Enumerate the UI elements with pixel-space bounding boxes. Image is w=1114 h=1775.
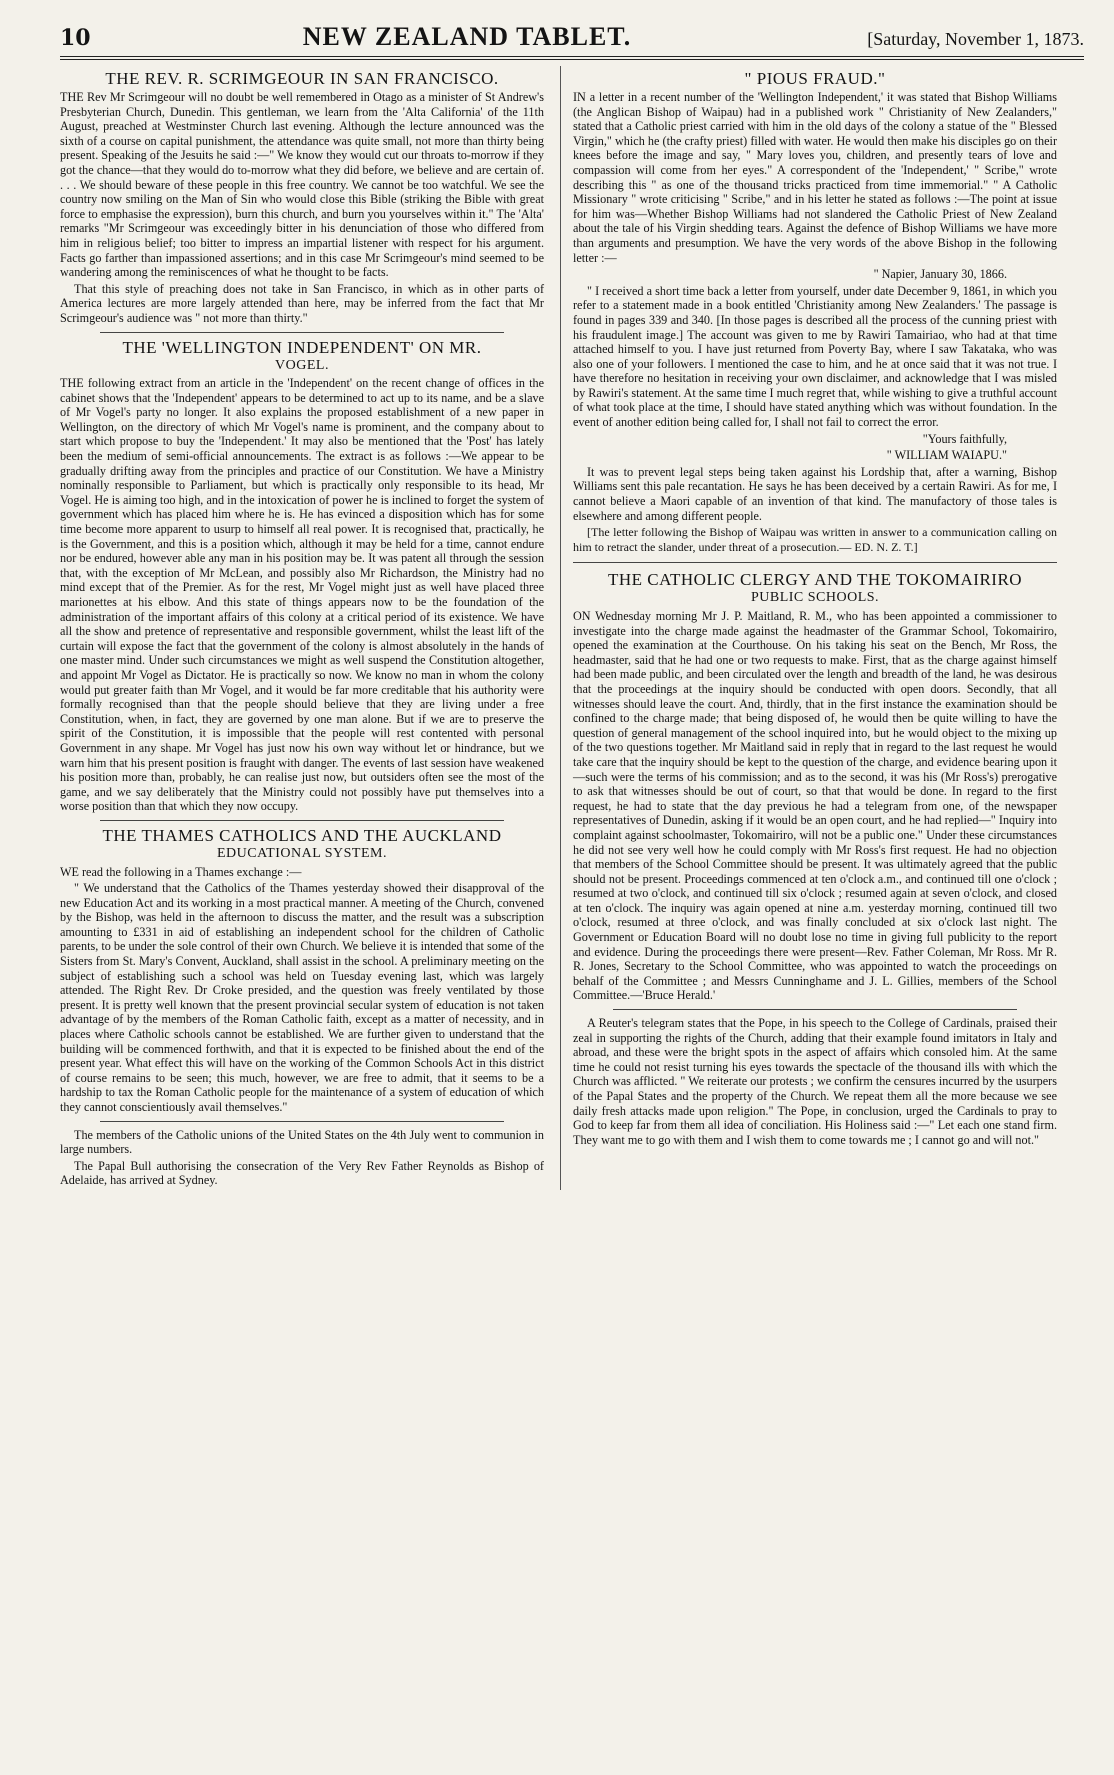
- article-paragraph: ON Wednesday morning Mr J. P. Maitland, R. M., who has been appointed a commissioner to investigate into the charge made against the headmaster of the Grammar School, Tokomairiro, opened the examination at the Courthouse. On his taking his seat on the Bench, Mr Ross, the headmaster, said that he had one or two requests to make. First, that as the charge against himself had been made public, and been circulated over the length and breadth of the land, he was desirous that the proceedings at the inquiry should be conducted with open doors. Secondly, that all witnesses should leave the court. And, thirdly, that in the first instance the examination should be confined to the charge made; that being disposed of, he would then be quite willing to have the question of general management of the school inquired into, but he would object to the mixing up of the two questions together. Mr Maitland said in reply that in regard to the last request he would take care that the inquiry should be kept to the question of the charge, and evidence bearing upon it—such were the terms of his commission; and as to the second, it was his (Mr Ross's) prerogative to ask that witnesses should be out of court, so that that would be done. In regard to the first request, he had to state that the day previous he had a telegram from one, of the newspaper representatives of Dunedin, asking if it would be an open court, and he had replied—" Inquiry into complaint against schoolmaster, Tokomairiro, will not be a public one." Under these circumstances he did not see very well how he could comply with Mr Ross's first request. He had no objection that members of the School Committee should be present. It was ultimately agreed that the public should not be present. Proceedings commenced at ten o'clock a.m., and continued till one o'clock ; resumed at two o'clock, and continued till six o'clock ; resumed again at seven o'clock, and closed at ten o'clock. The inquiry was again opened at nine a.m. yesterday morning, continued till two o'clock, resumed at three o'clock, and was finally concluded at six o'clock last night. The Government or Education Board will no doubt lose no time in giving full publicity to the report and evidence. During the proceedings there were present—Rev. Father Coleman, Mr Ross. Mr R. R. Jones, Secretary to the School Committee, who was appointed to watch the proceedings on behalf of the Committee ; and Messrs Cunninghame and J. L. Gillies, members of the School Committee.—'Bruce Herald.': [573, 609, 1057, 1003]
- article-title-scrimgeour: THE REV. R. SCRIMGEOUR IN SAN FRANCISCO.: [105, 69, 499, 88]
- letter-dateline: " Napier, January 30, 1866.: [873, 267, 1007, 282]
- article-subtitle: VOGEL.: [275, 357, 329, 373]
- article-paragraph: IN a letter in a recent number of the 'Wellington Independent,' it was stated that Bishop Williams (the Anglican Bishop of Waipau) had in a published work " Christianity of New Zealanders," stated that a Catholic priest carried with him in the old days of the colony a statue of the " Blessed Virgin," which he (the crafty priest) filled with water. He would then make his disciples go on their knees before the image and say, " Mary loves you, children, and presently tears of love and compassion will come from her eyes." A correspondent of the 'Independent,' " Scribe," wrote describing this " as one of the thousand tricks practiced from time immemorial." " A Catholic Missionary " wrote criticising " Scribe," and in his letter he stated as follows :—The point at issue for him was—Whether Bishop Williams had not slandered the Catholic Priest of New Zealand about the tale of his Virgin shedding tears. Against the defence of Bishop Williams we have more than arguments and presumption. We have the very words of the above Bishop in the following letter :—: [573, 90, 1057, 265]
- article-paragraph: It was to prevent legal steps being taken against his Lordship that, after a warning, Bishop Williams sent this pale recantation. He says he has been deceived by a certain Rawiri. As for me, I cannot believe a Maori capable of an invention of that kind. The manufactory of those tales is elsewhere and among different people.: [573, 464, 1057, 523]
- article-paragraph: WE read the following in a Thames exchange :—: [60, 864, 302, 879]
- divider: [100, 332, 504, 333]
- brief-item: The Papal Bull authorising the consecration of the Very Rev Father Reynolds as Bishop of Adelaide, has arrived at Sydney.: [60, 1158, 544, 1188]
- article-paragraph: A Reuter's telegram states that the Pope, in his speech to the College of Cardinals, praised their zeal in supporting the rights of the Church, adding that their example found imitators in Italy and abroad, and these were the bright spots in the aspect of affairs which consoled him. At the same time he could not resist turning his eyes towards the spectacle of the thousand ills with which the Church was afflicted. " We reiterate our protests ; we confirm the censures incurred by the usurpers of the Papal States and the property of the Church. We repeat them all the more because we see daily fresh attacks made upon religion." The Pope, in conclusion, urged the Cardinals to pray to God to keep far from them all idea of conciliation. His Holiness said :—" Let each one stand firm. They want me to go with them and I wish them to come towards me ; I cannot go and will not.": [573, 1016, 1057, 1147]
- article-subtitle: PUBLIC SCHOOLS.: [750, 590, 880, 606]
- article-title-pious-fraud: " PIOUS FRAUD.": [744, 69, 886, 88]
- left-column: [60, 66, 544, 1190]
- article-paragraph: THE Rev Mr Scrimgeour will no doubt be well remembered in Otago as a minister of St Andrew's Presbyterian Church, Dunedin. This gentleman, we learn from the 'Alta California' of the 11th August, preached at Westminster Church last evening. Although the lecture announced was the sixth of a course on capital punishment, the attendance was quite small, not more than thirty being present. Speaking of the Jesuits he said :—" We know they would cut our throats to-morrow if they got the chance—that they would do to-morrow what they did before, we believe and are certain of. . . . We should beware of these people in this free country. We cannot be too watchful. We see the country now smiling on the Man of Sin who would close this Bible (striking the Bible with great force to emphasise the expression), burn this church, and burn you yourselves within it." The 'Alta' remarks "Mr Scrimgeour was exceedingly bitter in his denunciation of those who differed from him in religious belief; too bitter to impress an impartial listener with respect for his argument. Facts go farther than impassioned assertions; and in this case Mr Scrimgeour's mind seemed to be wandering among the reminiscences of what he thought to be facts.: [60, 90, 544, 280]
- letter-signature: " WILLIAM WAIAPU.": [886, 448, 1007, 463]
- page-number: 10: [60, 25, 91, 51]
- paper-title: NEW ZEALAND TABLET.: [302, 22, 632, 51]
- article-title-wellington: THE 'WELLINGTON INDEPENDENT' ON MR.: [122, 337, 482, 357]
- divider: [100, 1121, 504, 1122]
- masthead-rule: [60, 59, 1084, 60]
- article-title-tokomairiro: THE CATHOLIC CLERGY AND THE TOKOMAIRIRO: [607, 570, 1023, 590]
- masthead: [60, 22, 1084, 57]
- brief-item: The members of the Catholic unions of the United States on the 4th July went to communion in large numbers.: [60, 1127, 544, 1157]
- article-paragraph: " I received a short time back a letter from yourself, under date December 9, 1861, in which you refer to a statement made in a book entitled 'Christianity among New Zealanders.' The passage is found in pages 339 and 340. [In those pages is described all the process of the cunning priest with his fraudulent image.] The account was given to me by Rawiri Tamairiao, who had at that time attached himself to you. I have just returned from Poverty Bay, where I saw Takataka, who was also one of your followers. I mentioned the case to him, and he at once said that it was not true. I have therefore no hesitation in receiving your own disclaimer, and acknowledge that I was misled by Rawiri's statement. At the same time I much regret that, while wishing to give a truthful account of what took place at the time, I should have stated anything which was without foundation. In the event of another edition being called for, I shall not fail to correct the error.: [573, 283, 1057, 430]
- article-subtitle: EDUCATIONAL SYSTEM.: [217, 845, 387, 861]
- article-paragraph: That this style of preaching does not take in San Francisco, in which as in other parts of America lectures are more largely attended than here, may be inferred from the fact that Mr Scrimgeour's audience was " not more than thirty.": [60, 281, 544, 325]
- editor-note: [The letter following the Bishop of Waipau was written in answer to a communication calling on him to retract the slander, under threat of a prosecution.— ED. N. Z. T.]: [573, 525, 1057, 554]
- right-column: [560, 66, 1057, 1190]
- article-paragraph: THE following extract from an article in the 'Independent' on the recent change of offices in the cabinet shows that the 'Independent' appears to be determined to act up to its name, and be a slave of Mr Vogel's party no longer. It also explains the proposed establishment of a new paper in Wellington, on the directory of which Mr Vogel's name is prominent, and the company about to start which propose to buy the 'Independent.' It may also be mentioned that the 'Post' has lately been the medium of semi-official announcements. The extract is as follows :—We appear to be gradually drifting away from the principles and practice of our Constitution. We have a Ministry nominally responsible to Parliament, but which is practically only responsible to its head, Mr Vogel. He is aiming too high, and in the intoxication of power he is inclined to forget the system of government which has placed him where he is. He has evinced a disposition which has for some time become more apparent to usurp to himself all real power. It is recognised that, practically, he is the Government, and this is a position which, although it may be held for a time, cannot endure nor be endured, however able any man in his position may be. It was patent all through the session that, with the exception of Mr McLean, and possibly also Mr Richardson, the Ministry had no mind except that of the Premier. As for the rest, Mr Vogel might just as well have placed three marionettes at his elbow. And this state of things appears now to be the foundation of the administration of the important affairs of this colony at a critical period of its existence. We have all the show and pretence of representative and responsible government, whilst the least lift of the curtain will expose the fact that the government of the colony is almost absolutely in the hands of one master mind. Under such circumstances we might as well suspend the Constitution altogether, and appoint Mr Vogel as Dictator. He is practically so now. We know no man in whom the colony would put greater faith than Mr Vogel, and it would be far more creditable that his authority were formally recognised than that the people should believe that they are living under a free Constitution, when, in fact, they are governed by one man alone. But if we are to preserve the spirit of the Constitution, it is impossible that the people will rest contented with personal Government in any shape. Mr Vogel has just now his own way without let or hindrance, but we warn him that his present position is fraught with danger. The events of last session have weakened his position more than, probably, he can realise just now, but outsiders often see the most of the game, and we say deliberately that the Ministry could not possibly have put themselves into a worse position than that which they now occupy.: [60, 376, 544, 814]
- article-title-thames: THE THAMES CATHOLICS AND THE AUCKLAND: [102, 825, 502, 845]
- divider: [573, 562, 1057, 563]
- divider: [613, 1009, 1017, 1010]
- article-paragraph: " We understand that the Catholics of the Thames yesterday showed their disapproval of the new Education Act and its working in a most practical manner. A meeting of the Church, convened by the Bishop, was held in the afternoon to discuss the matter, and the result was a subscription amounting to £331 in aid of establishing an independent school for the children of Catholic parents, to be under the sole control of their own Church. We believe it is intended that some of the Sisters from St. Mary's Convent, Auckland, shall assist in the school. A preliminary meeting on the subject of establishing such a school was held on Tuesday evening last, which was largely attended. The Right Rev. Dr Croke presided, and the question was freely ventilated by those present. It is pretty well known that the present provincial secular system of education is not taken advantage of by the members of the Roman Catholic faith, except as a matter of necessity, and in places where Catholic schools cannot be established. We are further given to understand that the building will be commenced forthwith, and that it is expected to be finished about the end of the present year. What effect this will have on the working of the Common Schools Act in this district of course remains to be seen; this much, however, we are free to admit, that it seems to be a hardship to tax the Roman Catholic people for the maintenance of a system of education of which they cannot conscientiously avail themselves.": [60, 881, 544, 1114]
- issue-date: [Saturday, November 1, 1873.: [867, 29, 1084, 49]
- letter-closing: "Yours faithfully,: [922, 431, 1007, 446]
- divider: [100, 820, 504, 821]
- columns: [60, 66, 1084, 1190]
